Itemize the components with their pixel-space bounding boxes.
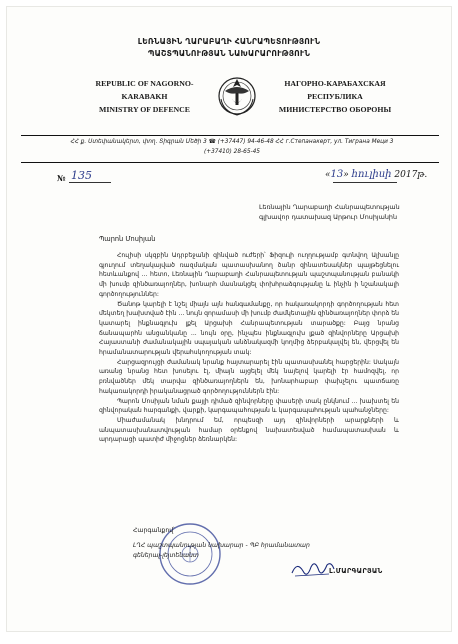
document-date: [325, 169, 427, 180]
address-line: (+37410) 28-65-45: [204, 149, 260, 155]
header-divider-bottom: [21, 162, 439, 163]
header-russian-line: МИНИСТЕРСТВО ОБОРОНЫ: [278, 105, 392, 114]
header-address: [27, 137, 437, 157]
header-russian-block: [265, 77, 405, 116]
date-month: հուլիսի: [351, 169, 392, 180]
header-armenian-ministry: ՊԱՇՏՊԱՆՈՒԹՅԱՆ ՆԱԽԱՐԱՐՈՒԹՅՈՒՆ: [147, 49, 311, 58]
date-underline: [333, 182, 397, 183]
document-number-label: №: [57, 173, 66, 183]
header-russian-line: РЕСПУБЛИКА: [307, 92, 363, 101]
date-close-quote: »: [343, 170, 349, 180]
header-english-line: REPUBLIC OF NAGORNO-: [95, 79, 194, 88]
signature-intro: Հարգանքով՝: [133, 527, 175, 534]
header-english-block: [77, 77, 212, 116]
date-open-quote: «: [325, 170, 331, 180]
addressee-block: [259, 203, 449, 222]
address-line: ՀՀ ք. Ստեփանակերտ, փող. Տիգրան Մեծի 3 ☎ (+37447) 94-46-48 ՀՀ г.Степанакерт, ул. Тиграна Меци 3: [70, 139, 394, 145]
document-page: [6, 6, 452, 632]
header-english-line: MINISTRY OF DEFENCE: [99, 105, 190, 114]
body-paragraph: Միաժամանակ խնդրում եմ, որպեսզի այդ զինվորների արարքների և անպատասխանատվության համար օրենքով նախատեսված համապատասխան և արդարացի պատիժ միջոցներ ձեռնարկեն:: [99, 416, 399, 444]
document-number-underline: [69, 182, 111, 183]
body-paragraph: Հարցազրույցի ժամանակ նրանք հայտարարել էին պատասխանել հարցերին: Սակայն առանց նրանց հետ խոսելու էլ, միայն այցելել մեկ նայելով կարելի էր համոզվել, որ բռնվածներ մեկ տարվա զինծառայողներն են, խոնարհաբար փախչելու պատճառը հակառակորդի իրականացրած գործողություններն էին:: [99, 358, 399, 395]
body-paragraph: Ծանոթ կարելի է նշել միայն այն հանգամանքը, որ հակառակորդի գործողության հետ մեկտեղ խախտված էին ... նույն զորամասի մի խումբ ժամկետային զինծառայողներ փորձ են կատարել ինքնագլուխ լքել Արցախի Հանրապետության տարածքը: Բայց նրանց ճանապարհն անցանկանը ... նույն օրը, ինչպես ինքնագլուխ լքած զինվորները Արցախի Հայաստանի ժամանակային սպայական անձնակազմի կողմից ձերբակալվել են, վերցվել են հրամանատարության վերահսկողության տակ:: [99, 300, 399, 357]
letter-body: [99, 251, 399, 445]
salutation: Պարոն Մոսիյան: [99, 235, 156, 243]
body-paragraph: Պարոն Մոսիյան նման քայլի դիմած զինվորները փասերի տակ ընկնում ... խախտել են զինվորական հարգանքի, վարքի, կարգապահության և կարգապահության պահանջները:: [99, 397, 399, 415]
header-english-line: KARABAKH: [121, 92, 168, 101]
signatory-position-line: ԼՂՀ պաշտպանության նախարար - ՊԲ հրամանատար: [133, 542, 310, 549]
signatory-name: Լ.ՄԱՐԳԱՐՅԱՆ: [329, 567, 383, 575]
body-paragraph: Հուլիսի սկզբին Ադրբեջանի զինված ուժերի՝ Ֆիզուլի ուղղությամբ գտնվող Ալխանլը գյուղում տեղակայված ռազմական պատասխանող ծանր զինատեսակներ պայթեցնելու հետևանքով ... հետո, Լեռնային Ղարաբաղի Հանրապետության պաշտպանության բանակի մի խումբ զինծառայողներ, խոնարհ մասնակցել փոխհրաձգությանը և ինչին ի նշանակալի գործողություններ:: [99, 252, 399, 298]
nkr-defence-emblem-icon: [213, 69, 261, 119]
date-year: 2017թ.: [394, 170, 428, 180]
header-russian-line: НАГОРНО-КАРАБАХСКАЯ: [284, 79, 386, 88]
addressee-line: գլխավոր դատախազ Արթուր Մոսիյանին: [259, 212, 397, 221]
date-day: 13: [330, 169, 344, 180]
signatory-position-line: գեներալ-լեյտենանտ: [133, 551, 199, 559]
header-armenian-republic: ԼԵՌՆԱՅԻՆ ՂԱՐԱԲԱՂԻ ՀԱՆՐԱՊԵՏՈՒԹՅՈՒՆ: [137, 37, 321, 46]
addressee-line: Լեռնային Ղարաբաղի Հանրապետության: [259, 203, 400, 211]
document-number: 135: [71, 169, 92, 182]
